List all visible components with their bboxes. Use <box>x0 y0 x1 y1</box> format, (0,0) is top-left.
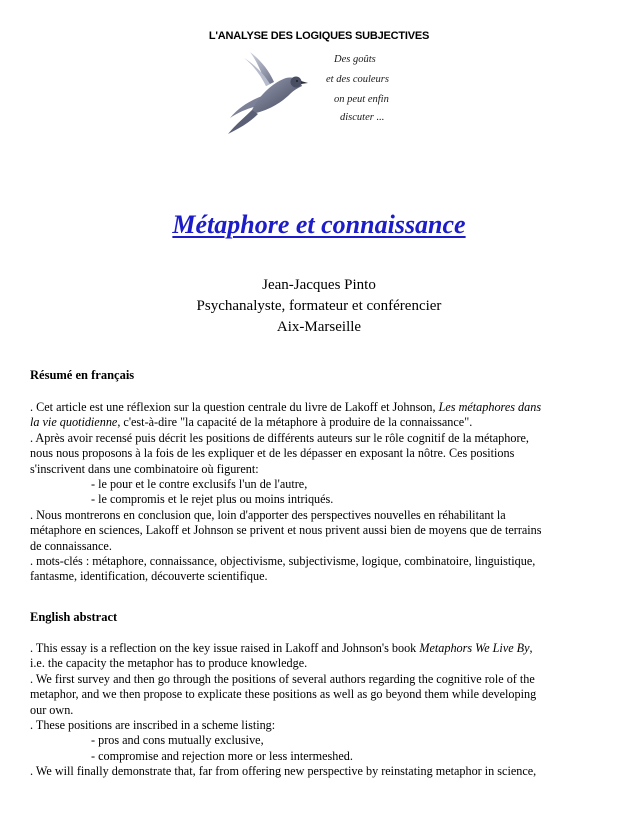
text-run: . This essay is a reflection on the key issue raised in Lakoff and Johnson's book <box>30 641 420 655</box>
text-line <box>30 415 612 430</box>
text-run: , c'est-à-dire "la capacité de la métaphore à produire de la connaissance". <box>117 415 473 430</box>
abstract-body <box>30 641 612 780</box>
logo-line: discuter ... <box>340 112 385 123</box>
list-item: - pros and cons mutually exclusive, <box>91 733 264 748</box>
section-heading-abstract: English abstract <box>30 610 118 624</box>
list-item: - le compromis et le rejet plus ou moins intriqués. <box>91 492 334 507</box>
book-title: Metaphors We Live By <box>419 641 530 655</box>
text-line: . Nous montrerons en conclusion que, loin d'apporter des perspectives nouvelles en réhabilitant la <box>30 507 506 522</box>
logo <box>222 48 422 136</box>
text-line: our own. <box>30 702 74 717</box>
text-run: , <box>529 641 533 655</box>
logo-line: Des goûts <box>334 54 376 65</box>
text-line: . We first survey and then go through the positions of several authors regarding the cognitive role of the <box>30 671 535 686</box>
logo-line: on peut enfin <box>334 94 389 105</box>
text-line: metaphor, and we then propose to explicate these positions as well as go beyond them while developing <box>30 687 537 702</box>
text-line <box>30 641 612 656</box>
text-line: . Après avoir recensé puis décrit les positions de différents auteurs sur le rôle cognitif de la métaphore, <box>30 430 529 445</box>
logo-line: et des couleurs <box>326 74 389 85</box>
text-line: . We will finally demonstrate that, far from offering new perspective by reinstating metaphor in science, <box>30 764 537 779</box>
author-role: Psychanalyste, formateur et conférencier <box>196 298 442 314</box>
text-line: i.e. the capacity the metaphor has to produce knowledge. <box>30 656 308 671</box>
text-line: s'inscrivent dans une combinatoire où figurent: <box>30 461 259 476</box>
book-title: la vie quotidienne <box>30 415 118 430</box>
list-item: - compromise and rejection more or less intermeshed. <box>91 748 353 763</box>
author-block <box>0 275 638 338</box>
text-line <box>30 400 612 415</box>
text-line: . These positions are inscribed in a scheme listing: <box>30 717 276 732</box>
site-header-title: L'ANALYSE DES LOGIQUES SUBJECTIVES <box>208 30 430 42</box>
document-title: Métaphore et connaissance <box>172 210 466 239</box>
author-location: Aix-Marseille <box>276 319 362 335</box>
book-title: Les métaphores dans <box>438 400 542 414</box>
resume-body <box>30 400 612 585</box>
text-line: fantasme, identification, découverte scientifique. <box>30 569 268 584</box>
dove-icon <box>222 48 312 136</box>
text-line: nous nous proposons à la fois de les expliquer et de les dépasser en exposant la nôtre. Ces positions <box>30 446 515 461</box>
list-item: - le pour et le contre exclusifs l'un de l'autre, <box>91 476 308 491</box>
text-line: . mots-clés : métaphore, connaissance, objectivisme, subjectivisme, logique, combinatoire, linguistique, <box>30 553 536 568</box>
author-name: Jean-Jacques Pinto <box>262 277 376 293</box>
text-run: . Cet article est une réflexion sur la question centrale du livre de Lakoff et Johnson, <box>30 400 439 414</box>
text-line: métaphore en sciences, Lakoff et Johnson se privent et nous privent aussi bien de moyens que de terrains <box>30 523 542 538</box>
section-heading-resume: Résumé en français <box>30 368 135 382</box>
text-line: de connaissance. <box>30 538 112 553</box>
